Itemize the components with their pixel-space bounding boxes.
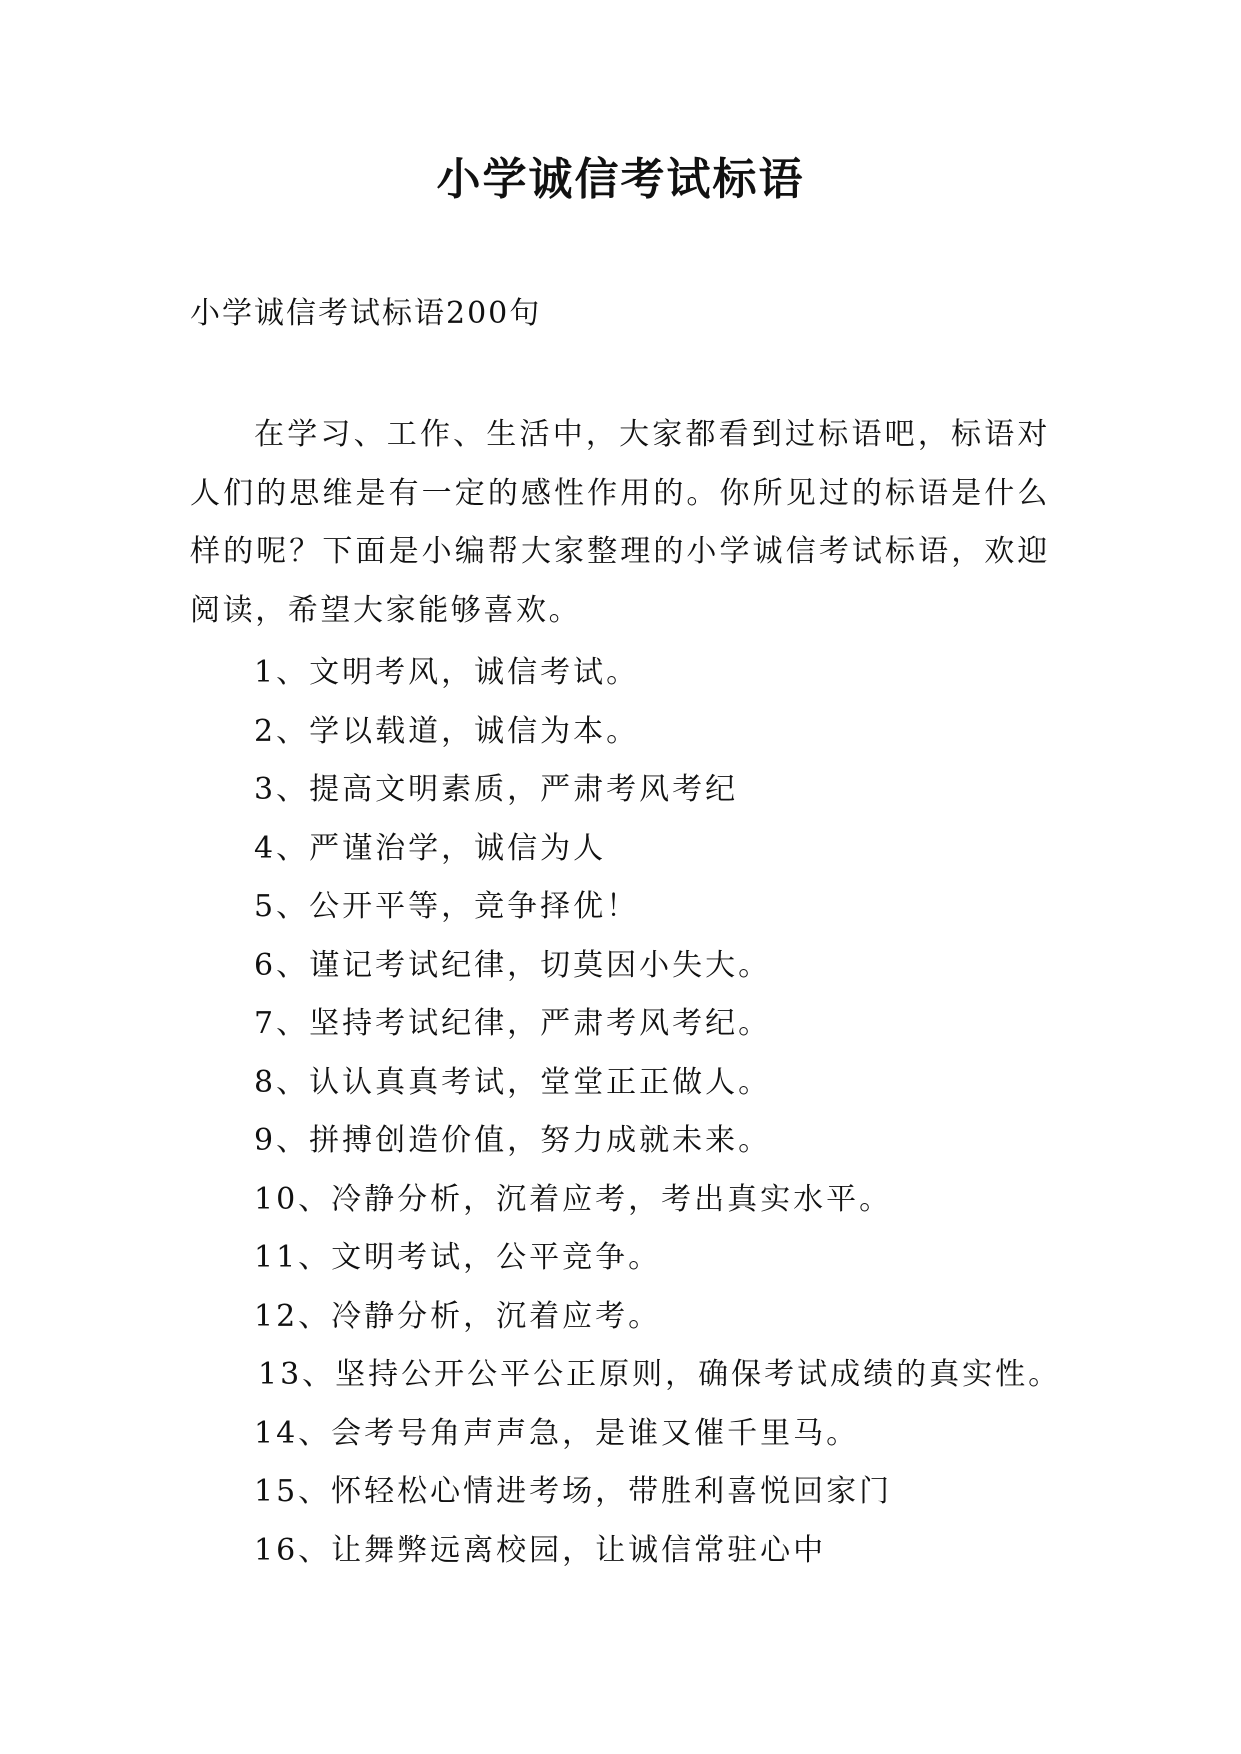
slogan-item: 8、认认真真考试，堂堂正正做人。 [254,1064,772,1100]
slogan-item: 14、会考号角声声急，是谁又催千里马。 [254,1415,860,1451]
slogan-item: 12、冷静分析，沉着应考。 [254,1298,662,1334]
slogan-item: 13、坚持公开公平公正原则，确保考试成绩的真实性。 [258,1357,1062,1392]
slogan-item: 15、怀轻松心情进考场，带胜利喜悦回家门 [254,1474,893,1509]
slogan-item: 10、冷静分析，沉着应考，考出真实水平。 [254,1181,893,1217]
slogan-item: 7、坚持考试纪律，严肃考风考纪。 [254,1006,772,1041]
slogan-item: 1、文明考风，诚信考试。 [254,655,640,690]
slogan-item: 16、让舞弊远离校园，让诚信常驻心中 [254,1532,827,1568]
slogan-item: 5、公开平等，竞争择优！ [254,889,640,924]
intro-paragraph: 在学习、工作、生活中，大家都看到过标语吧，标语对人们的思维是有一定的感性作用的。你所见过的标语是什么样的呢？下面是小编帮大家整理的小学诚信考试标语，欢迎阅读，希望大家能够喜欢。 [190,417,1050,628]
slogan-item: 2、学以载道，诚信为本。 [254,713,640,749]
slogan-item: 3、提高文明素质，严肃考风考纪 [254,772,739,807]
slogan-list [254,644,1061,1580]
slogan-item: 4、严谨治学，诚信为人 [254,830,607,866]
slogan-item: 11、文明考试，公平竞争。 [254,1240,662,1275]
slogan-item: 9、拼搏创造价值，努力成就未来。 [254,1123,772,1158]
slogan-item: 6、谨记考试纪律，切莫因小失大。 [254,947,772,983]
document-subtitle: 小学诚信考试标语200句 [190,296,542,331]
document-title: 小学诚信考试标语 [436,154,805,205]
